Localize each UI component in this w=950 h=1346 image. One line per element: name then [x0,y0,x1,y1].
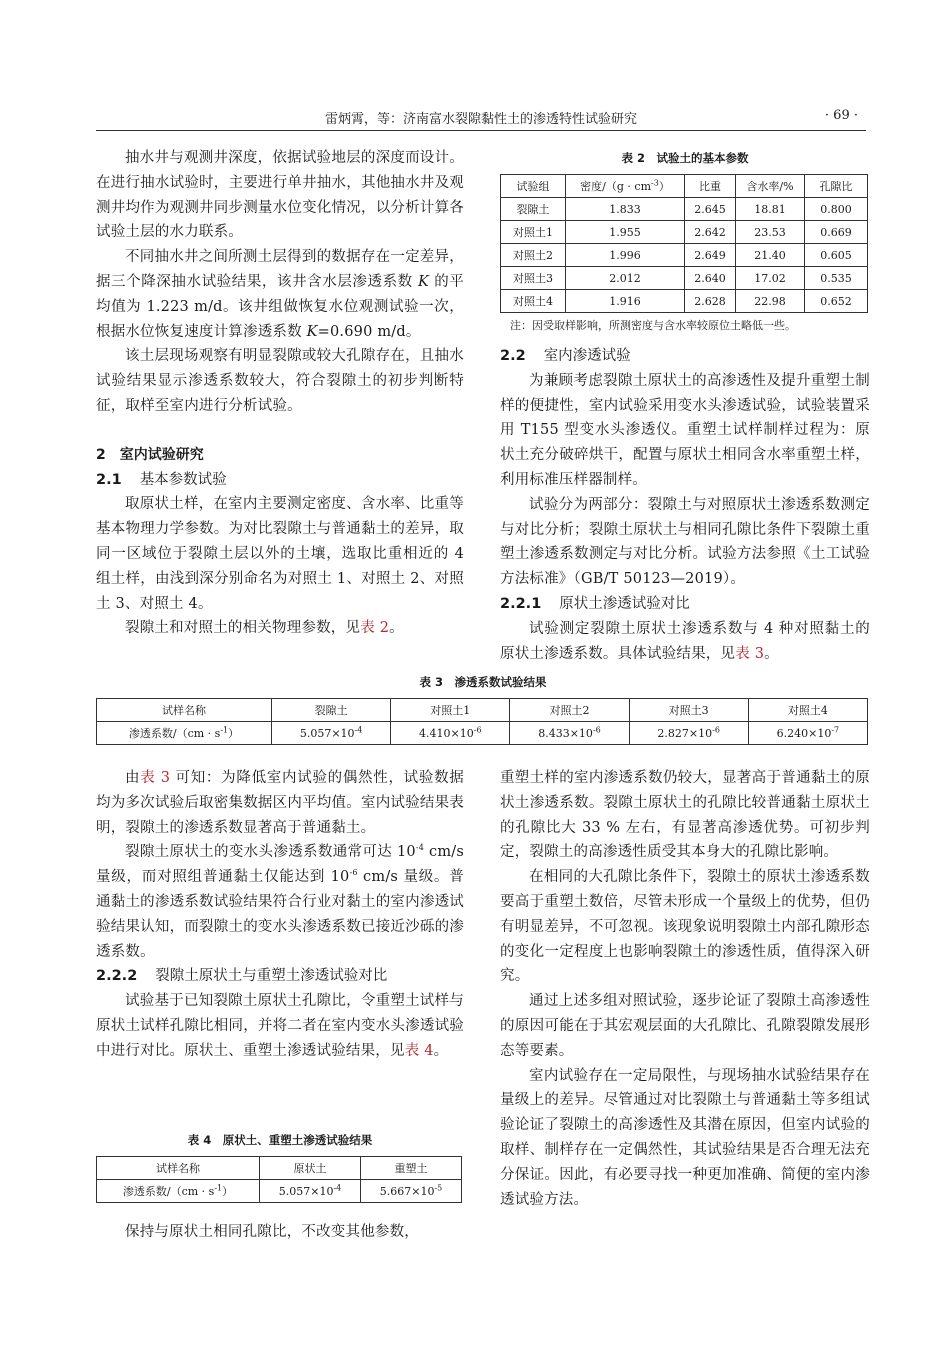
section-heading: 2 室内试验研究 [96,446,204,463]
text: 。 [433,1042,449,1059]
mantissa: 6.240×10 [776,726,832,740]
cell: 0.535 [805,267,868,290]
exponent: -4 [354,724,363,734]
cell: 对照土2 [501,244,566,267]
cell [510,722,629,745]
text: 。 [764,645,779,662]
cell: 2.642 [685,221,736,244]
text: 密度/（g · cm [580,180,652,193]
cell: 2.628 [685,290,736,313]
header-cell: 裂隙土 [272,699,391,722]
text: 试验测定裂隙土原状土渗透系数与 4 种对照黏土的原状土渗透系数。具体试验结果，见 [500,620,870,662]
cell: 17.02 [736,267,805,290]
cell: 2.640 [685,267,736,290]
table-row [501,198,868,221]
running-title: 雷炳霄，等：济南富水裂隙黏性土的渗透特性试验研究 [324,112,637,127]
paragraph [96,989,464,1063]
paragraph: 室内试验存在一定局限性，与现场抽水试验结果存在量级上的差异。尽管通过对比裂隙土与普通黏土等多组试验论证了裂隙土的高渗透性及其潜在原因，但室内试验的取样、制样存在一定偶然性，其试验结果是否合理无法充分保证。因此，有必要寻找一种更加准确、简便的室内渗透试验方法。 [500,1067,870,1208]
paragraph: 取原状土样，在室内主要测定密度、含水率、比重等基本物理力学参数。为对比裂隙土与普通黏土的差异，取同一区域位于裂隙土层以外的土壤，选取比重相近的 4 组土样，由浅到深分别命名为对照土 1、对照土 2、对照土 3、对照土 4。 [96,496,464,612]
text: 的平均值为 1.223 m/d。该井组做恢复水位观测试验一次，根据水位恢复速度计算渗透系数 [96,273,464,340]
right-column-top [500,344,870,666]
cell: 对照土1 [501,221,566,244]
subsection-title: 基本参数试验 [139,471,227,488]
table-4-block [96,1132,464,1203]
text: =0.690 m/d。 [317,323,421,340]
text: cm/s 量级。普通黏土的渗透系数试验结果符合行业对黏土的室内渗透试验结果认知，而裂隙土的变水头渗透系数已接近沙砾的渗透系数。 [96,869,464,960]
paragraph [96,766,464,840]
header-cell: 对照土3 [629,699,748,722]
superscript: -1 [220,725,229,735]
mantissa: 5.057×10 [299,726,355,740]
exponent: -7 [831,724,840,734]
cell: 对照土4 [501,290,566,313]
table-3-block [96,674,870,745]
subsection-heading [96,468,464,493]
cell [361,1180,462,1203]
subsection-title: 室内渗透试验 [543,348,631,364]
cell: 21.40 [736,244,805,267]
running-header [96,100,866,131]
superscript: -3 [651,178,659,188]
cell: 对照土3 [501,267,566,290]
exponent: -6 [473,724,482,734]
subsection-number: 2.2 [500,348,526,364]
exponent: -6 [712,724,720,734]
table-4-link[interactable]: 表 4 [404,1042,434,1059]
table-row [97,722,868,745]
header-cell: 试样名称 [97,699,272,722]
paragraph [96,245,464,344]
header-cell: 比重 [685,175,736,198]
cell: 0.669 [805,221,868,244]
subsection-heading [500,592,870,617]
text: 渗透系数/（cm · s [122,1185,215,1198]
header-cell: 试验组 [501,175,566,198]
mantissa: 2.827×10 [657,726,713,740]
paragraph: 抽水井与观测井深度，依据试验地层的深度而设计。在进行抽水试验时，主要进行单井抽水，其他抽水井及观测井均作为观测井同步测量水位变化情况，以分析计算各试验土层的水力联系。 [96,150,464,241]
exponent: -4 [333,1182,342,1192]
mantissa: 4.410×10 [419,726,474,740]
header-cell: 原状土 [260,1157,361,1180]
cell [748,722,867,745]
table-row [501,221,868,244]
cell: 0.605 [805,244,868,267]
cell: 1.996 [566,244,685,267]
page-number: · 69 · [824,108,858,123]
row-label [97,722,272,745]
subsection-number: 2.2.2 [96,968,138,985]
cell: 1.916 [566,290,685,313]
left-column-top [96,146,464,641]
table-2-block [500,150,870,333]
cell [629,722,748,745]
table-row [97,1180,462,1203]
table-3-caption: 表 3 渗透系数试验结果 [419,675,547,689]
paragraph: 该土层现场观察有明显裂隙或较大孔隙存在，且抽水试验结果显示渗透系数较大，符合裂隙土的初步判断特征，取样至室内进行分析试验。 [96,348,464,414]
symbol-k: K [306,323,318,340]
cell: 2.645 [685,198,736,221]
superscript: -6 [349,868,358,878]
cell [272,722,391,745]
text: 由 [125,770,141,786]
table-3 [96,698,868,745]
table-2-caption: 表 2 试验土的基本参数 [621,151,749,165]
cell: 0.800 [805,198,868,221]
table-header-row [501,175,868,198]
cell: 2.649 [685,244,736,267]
cell: 0.652 [805,290,868,313]
text: 渗透系数/（cm · s [128,727,221,740]
paragraph: 保持与原状土相同孔隙比，不改变其他参数， [125,1224,419,1240]
cell: 1.833 [566,198,685,221]
row-label [97,1180,260,1203]
table-4 [96,1156,462,1203]
header-cell: 孔隙比 [805,175,868,198]
text: 可知：为降低室内试验的偶然性，试验数据均为多次试验后取密集数据区内平均值。室内试验结果表明，裂隙土的渗透系数显著高于普通黏土。 [96,770,465,836]
table-3-link[interactable]: 表 3 [140,770,171,786]
subsection-number: 2.2.1 [500,595,542,612]
header-cell: 含水率/% [736,175,805,198]
paragraph: 试验分为两部分：裂隙土与对照原状土渗透系数测定与对比分析；裂隙土原状土与相同孔隙比条件下裂隙土重塑土渗透系数测定与对比分析。试验方法参照《土工试验方法标准》（GB/T 50123—2019）。 [500,496,870,588]
left-column-bottom [96,766,464,1064]
header-cell [566,175,685,198]
table-row [501,267,868,290]
cell: 23.53 [736,221,805,244]
text: 试验基于已知裂隙土原状土孔隙比，令重塑土试样与原状土试样孔隙比相同，并将二者在室内变水头渗透试验中进行对比。原状土、重塑土渗透试验结果，见 [96,993,464,1059]
cell: 裂隙土 [501,198,566,221]
paragraph: 重塑土样的室内渗透系数仍较大，显著高于普通黏土的原状土渗透系数。裂隙土原状土的孔隙比较普通黏土原状土的孔隙比大 33 % 左右，有显著高渗透优势。可初步判定，裂隙土的高渗透性质受其本身大的孔隙比影响。 [500,770,870,861]
mantissa: 5.057×10 [278,1184,334,1198]
table-2-note: 注：因受取样影响，所测密度与含水率较原位土略低一些。 [510,319,796,332]
cell: 22.98 [736,290,805,313]
mantissa: 5.667×10 [379,1184,435,1198]
table-row [501,290,868,313]
paragraph: 通过上述多组对照试验，逐步论证了裂隙土高渗透性的原因可能在于其宏观层面的大孔隙比、孔隙裂隙发展形态等要素。 [500,993,870,1059]
header-cell: 对照土2 [510,699,629,722]
header-cell: 重塑土 [361,1157,462,1180]
table-header-row [97,1157,462,1180]
table-4-caption: 表 4 原状土、重塑土渗透试验结果 [187,1133,373,1147]
cell [260,1180,361,1203]
cell: 2.012 [566,267,685,290]
superscript: -1 [214,1183,223,1193]
subsection-heading [500,344,870,369]
left-column-tail [96,1220,464,1245]
text: ） [658,180,670,193]
text: 裂隙土原状土的变水头渗透系数通常可达 10 [125,844,416,861]
paragraph: 为兼顾考虑裂隙土原状土的高渗透性及提升重塑土制样的便捷性，室内试验采用变水头渗透试验，试验装置采用 T155 型变水头渗透仪。重塑土试样制样过程为：原状土充分破碎烘干，配置与原状土相同含水率重塑土样，利用标准压样器制样。 [500,372,870,488]
text: 裂隙土和对照土的相关物理参数，见 [125,620,361,637]
paragraph [96,840,464,964]
text: 不同抽水井之间所测土层得到的数据存在一定差异，据三个降深抽水试验结果，该井含水层渗透系数 [96,249,464,290]
right-column-bottom [500,766,870,1212]
header-cell: 对照土4 [748,699,867,722]
exponent: -6 [592,724,601,734]
table-3-link[interactable]: 表 3 [735,645,765,662]
text: ） [222,1185,234,1198]
subsection-title: 原状土渗透试验对比 [559,595,690,612]
exponent: -5 [434,1182,443,1192]
header-cell: 试样名称 [97,1157,260,1180]
table-row [501,244,868,267]
paragraph [500,617,870,667]
header-cell: 对照土1 [391,699,510,722]
subsection-title: 裂隙土原状土与重塑土渗透试验对比 [155,968,388,985]
table-2 [500,174,868,313]
text: ） [228,727,240,740]
cell [391,722,510,745]
text: cm/s 量级，而对照组普通黏土仅能达到 10 [96,844,464,886]
paragraph [96,616,464,641]
mantissa: 8.433×10 [538,726,593,740]
table-2-link[interactable]: 表 2 [360,620,390,637]
subsection-number: 2.1 [96,471,122,488]
paragraph: 在相同的大孔隙比条件下，裂隙土的原状土渗透系数要高于重塑土数倍，尽管未形成一个量级上的优势，但仍有明显差异，不可忽视。该现象说明裂隙土内部孔隙形态的变化一定程度上也影响裂隙土的渗透性质，值得深入研究。 [500,869,870,985]
cell: 1.955 [566,221,685,244]
superscript: -4 [415,843,425,853]
text: 。 [389,620,404,637]
table-header-row [97,699,868,722]
symbol-k: K [417,273,430,290]
cell: 18.81 [736,198,805,221]
subsection-heading [96,964,464,989]
